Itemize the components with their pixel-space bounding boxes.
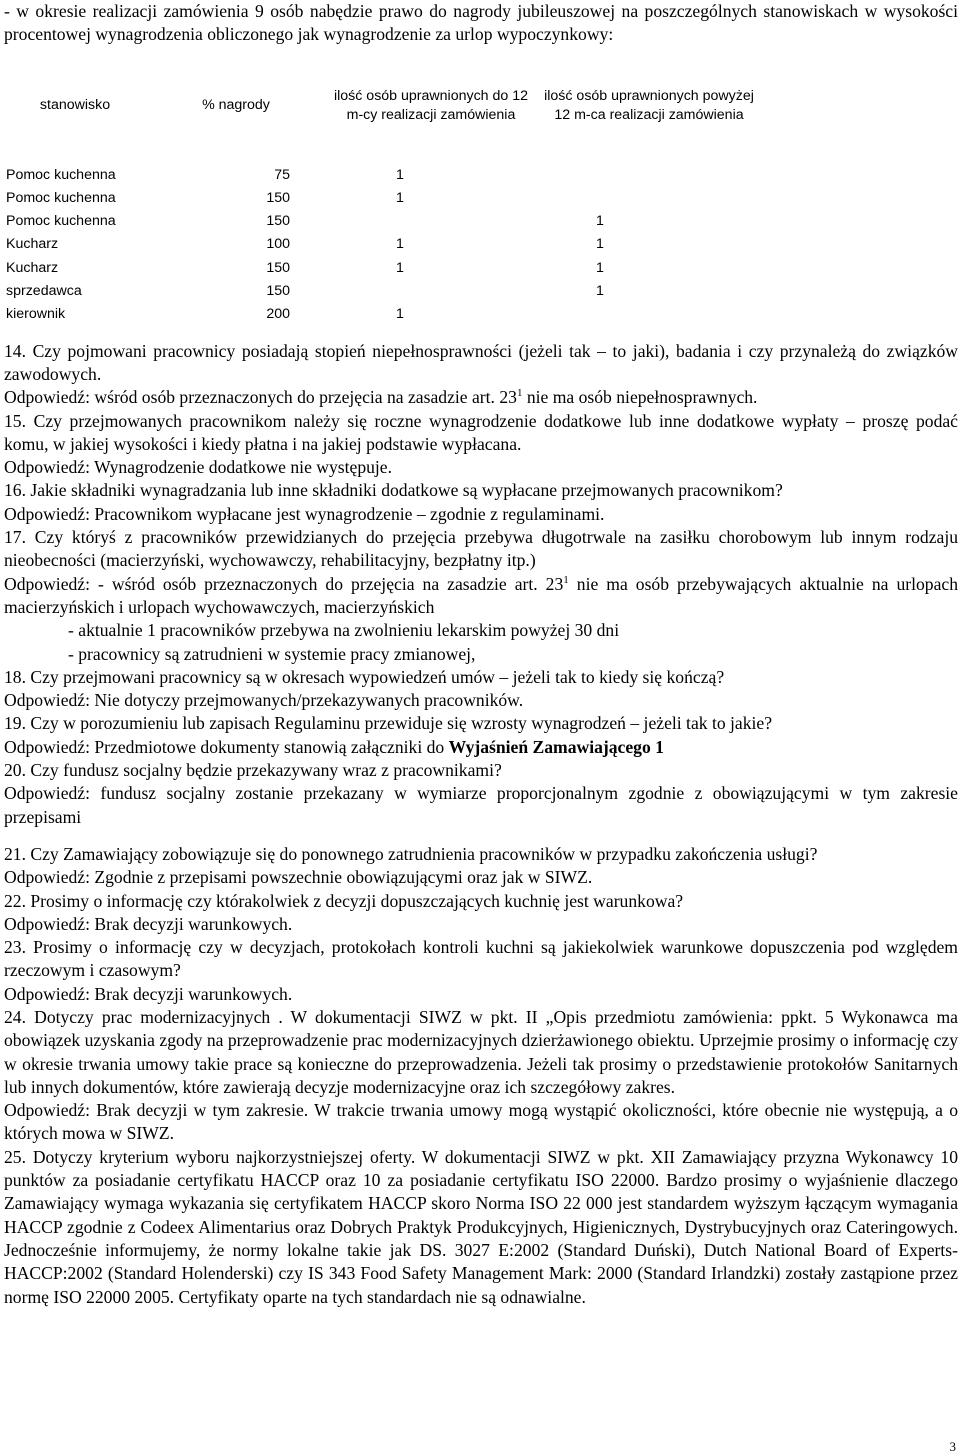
answer-22: Odpowiedź: Brak decyzji warunkowych.: [4, 913, 293, 934]
table-cell: 1: [596, 213, 604, 230]
table-cell: Kucharz: [6, 259, 59, 276]
table-row: [4, 303, 762, 326]
question-16: 16. Jakie składniki wynagradzania lub inne składniki dodatkowe są wypłacane przejmowanych pracownikom?: [4, 480, 783, 501]
table-row: [4, 187, 762, 210]
table-header: ilość osób uprawnionych do 12 m-cy realizacji zamówienia: [333, 87, 529, 123]
question-15: 15. Czy przejmowanych pracownikom należy się roczne wynagrodzenie dodatkowe lub inne dodatkowe wypłaty – proszę podać komu, w jakiej wysokości i kiedy płatna i na jakiej podstawie wypłacana.: [4, 410, 958, 454]
table-row: [4, 210, 762, 233]
answer-19: Odpowiedź: Przedmiotowe dokumenty stanowią załączniki do Wyjaśnień Zamawiającego 1: [4, 736, 664, 757]
table-cell: 150: [266, 259, 290, 276]
question-22: 22. Prosimy o informację czy którakolwiek z decyzji dopuszczających kuchnię jest warunkowa?: [4, 890, 684, 911]
answer-15: Odpowiedź: Wynagrodzenie dodatkowe nie występuje.: [4, 457, 393, 478]
table-cell: 1: [596, 259, 604, 276]
table-cell: 1: [396, 259, 404, 276]
answer-17: Odpowiedź: - wśród osób przeznaczonych do przejęcia na zasadzie art. $23^1$ nie ma osób przebywających aktualnie na urlopach macierzyńskich i urlopach wychowawczych, macierzyńskich: [4, 573, 958, 617]
table-row: [4, 257, 762, 280]
table-cell: 1: [396, 189, 404, 206]
table-header: stanowisko: [39, 97, 111, 114]
table-cell: 1: [596, 283, 604, 300]
table-cell: [536, 164, 762, 187]
table-cell: [326, 210, 536, 233]
question-21: 21. Czy Zamawiający zobowiązuje się do ponownego zatrudnienia pracowników w przypadku zakończenia usługi?: [4, 843, 818, 864]
table-cell: Pomoc kuchenna: [6, 213, 116, 230]
answer-23: Odpowiedź: Brak decyzji warunkowych.: [4, 983, 293, 1004]
table-header: % nagrody: [202, 97, 270, 114]
answer-18: Odpowiedź: Nie dotyczy przejmowanych/przekazywanych pracowników.: [4, 690, 524, 711]
table-cell: 100: [266, 236, 290, 253]
table-cell: 1: [396, 306, 404, 323]
table-cell: [536, 187, 762, 210]
intro-paragraph: - w okresie realizacji zamówienia 9 osób nabędzie prawo do nagrody jubileuszowej na poszczególnych stanowiskach w wysokości procentowej wynagrodzenia obliczonego jak wynagrodzenie za urlop wypoczynkowy:: [4, 1, 958, 45]
awards-table: [4, 48, 762, 327]
table-cell: 150: [266, 189, 290, 206]
table-cell: 75: [274, 166, 290, 183]
question-24: 24. Dotyczy prac modernizacyjnych . W dokumentacji SIWZ w pkt. II „Opis przedmiotu zamówienia: ppkt. 5 Wykonawca ma obowiązek uzyskania zgody na przeprowadzenie prac modernizacyjnych dzierżawionego obiektu. Uprzejmie prosimy o informację czy w okresie trwania umowy takie prace są konieczne do przeprowadzenia. Jeżeli tak prosimy o przedstawienie protokołów Sanitarnych lub innych dokumentów, które zawierają decyzje modernizacyjne oraz ich szczegółowy zakres.: [4, 1006, 958, 1097]
table-row: [4, 164, 762, 187]
table-cell: 1: [396, 236, 404, 253]
table-cell: sprzedawca: [6, 283, 82, 300]
table-cell: [326, 280, 536, 303]
question-17: 17. Czy któryś z pracowników przewidzianych do przejęcia przebywa długotrwale na zasiłku chorobowym lub innym rodzaju nieobecności (macierzyński, wychowawczy, rehabilitacyjny, bezpłatny itp.): [4, 527, 958, 571]
question-20: 20. Czy fundusz socjalny będzie przekazywany wraz z pracownikami?: [4, 760, 502, 781]
table-cell: [536, 303, 762, 326]
answer-17-item: - pracownicy są zatrudnieni w systemie pracy zmianowej,: [68, 643, 476, 664]
answer-17-item: - aktualnie 1 pracowników przebywa na zwolnieniu lekarskim powyżej 30 dni: [68, 620, 620, 641]
answer-14: Odpowiedź: wśród osób przeznaczonych do przejęcia na zasadzie art. $23^1$ nie ma osób niepełnosprawnych.: [4, 387, 758, 408]
answer-24: Odpowiedź: Brak decyzji w tym zakresie. W trakcie trwania umowy mogą wystąpić okoliczności, które obecnie nie występują, a o których mowa w SIWZ.: [4, 1100, 958, 1144]
table-row: [4, 280, 762, 303]
answer-20: Odpowiedź: fundusz socjalny zostanie przekazany w wymiarze proporcjonalnym zgodnie z obowiązującymi w tym zakresie przepisami: [4, 783, 958, 827]
table-cell: 1: [596, 236, 604, 253]
table-cell: Kucharz: [6, 236, 59, 253]
table-cell: 150: [266, 283, 290, 300]
table-cell: Pomoc kuchenna: [6, 166, 116, 183]
page-number: 3: [949, 1439, 956, 1454]
question-19: 19. Czy w porozumieniu lub zapisach Regulaminu przewiduje się wzrosty wynagrodzeń – jeżeli tak to jakie?: [4, 713, 773, 734]
table-cell: 150: [266, 213, 290, 230]
table-row: [4, 233, 762, 256]
table-cell: Pomoc kuchenna: [6, 189, 116, 206]
question-14: 14. Czy pojmowani pracownicy posiadają stopień niepełnosprawności (jeżeli tak – to jaki), badania i czy przynależą do związków zawodowych.: [4, 340, 958, 384]
answer-21: Odpowiedź: Zgodnie z przepisami powszechnie obowiązującymi oraz jak w SIWZ.: [4, 867, 593, 888]
question-23: 23. Prosimy o informację czy w decyzjach, protokołach kontroli kuchni są jakiekolwiek warunkowe dopuszczenia pod względem rzeczowym i czasowym?: [4, 937, 958, 981]
question-18: 18. Czy przejmowani pracownicy są w okresach wypowiedzeń umów – jeżeli tak to kiedy się kończą?: [4, 666, 725, 687]
question-25: 25. Dotyczy kryterium wyboru najkorzystniejszej oferty. W dokumentacji SIWZ w pkt. XII Zamawiający przyzna Wykonawcy 10 punktów za posiadanie certyfikatu HACCP oraz 10 za posiadanie certyfikatu ISO 22000. Bardzo prosimy o wyjaśnienie dlaczego Zamawiający wymaga wykazania się certyfikatem HACCP skoro Norma ISO 22 000 jest standardem wyższym łączącym wymagania HACCP zgodnie z Codeex Alimentarius oraz Dobrych Praktyk Produkcyjnych, Higienicznych, Dystrybucyjnych oraz Cateringowych. Jednocześnie informujemy, że normy lokalne takie jak DS. 3027 E:2002 (Standard Duński), Dutch National Board of Experts-HACCP:2002 (Standard Holenderski) czy IS 343 Food Safety Management Mark: 2000 (Standard Irlandzki) zostały zastąpione przez normę ISO 22000 2005. Certyfikaty oparte na tych standardach nie są odnawialne.: [4, 1146, 958, 1307]
table-cell: 1: [396, 166, 404, 183]
table-cell: 200: [266, 306, 290, 323]
table-header: ilość osób uprawnionych powyżej 12 m-ca realizacji zamówienia: [544, 87, 754, 123]
answer-16: Odpowiedź: Pracownikom wypłacane jest wynagrodzenie – zgodnie z regulaminami.: [4, 503, 605, 524]
table-cell: kierownik: [6, 306, 66, 323]
